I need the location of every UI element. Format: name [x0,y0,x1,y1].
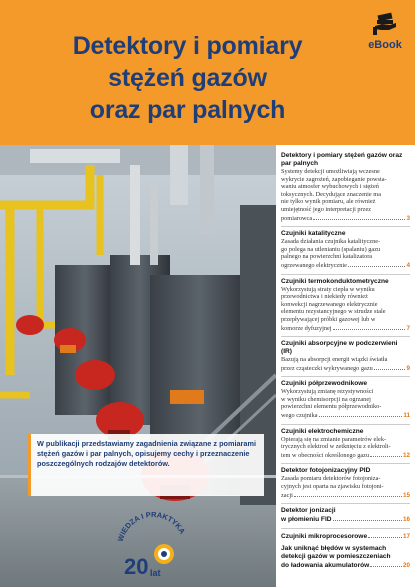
toc-entry[interactable] [281,340,410,372]
ebook-badge [362,12,408,52]
toc-desc-line: Systemy detekcji umożliwiają wczesne [281,168,380,175]
toc-desc-line: tem w obecności określonego gazu [281,451,370,459]
toc-entry[interactable] [281,532,410,541]
cover-title [20,30,355,126]
toc-desc-line: Wykorzystują zmianę rezystywności [281,388,374,396]
toc-desc-line: cyjnych jest oparta na zjawisku fotojoni- [281,483,384,491]
toc-entry-title: Czujniki katalityczne [281,230,346,238]
toc-entry-desc [281,388,410,419]
toc-entry-title: w płomieniu FID [281,516,332,524]
intro-caption [28,434,264,496]
toc-desc-line: Opierają się na zmianie parametrów elek- [281,435,387,443]
toc-desc-line: wykrycie zagrożeń, zapobieganie powsta- [281,175,387,183]
toc-leader-line [281,364,410,373]
toc-page-number: 7 [406,324,410,332]
toc-desc-line: konwekcji nagrzewanego elektrycznie [281,300,378,308]
wiedza-i-praktyka-logo [112,512,194,582]
toc-entry-title: Czujniki mikroprocesorowe [281,533,368,541]
toc-desc-line: przepływającej próbki gazowej lub w [281,315,376,323]
toc-entry-desc [281,168,410,222]
toc-leader-line [281,261,410,270]
toc-desc-line: go polega na utlenianiu (spalaniu) gazu [281,245,381,253]
cover-title-line: stężeń gazów [108,64,267,92]
toc-entry[interactable] [281,380,410,419]
toc-entry-title: Detektory i pomiary stężeń gazów oraz par palnych [281,152,403,167]
toc-desc-line: przewodnictwa i niekiedy również [281,293,368,301]
toc-page-number: 15 [402,491,410,499]
toc-leader-line [281,411,410,420]
svg-text:lat: lat [150,568,161,578]
toc-page-number: 3 [406,214,410,222]
toc-page-number: 20 [402,562,410,570]
toc-desc-line: zacji [281,491,293,499]
toc-entry-title: Detektor jonizacji [281,507,336,515]
toc-leader-line [281,324,410,333]
toc-entry-desc [281,238,410,269]
svg-text:WIEDZA I PRAKTYKA: WIEDZA I PRAKTYKA [115,512,188,543]
toc-desc-line: Bazują na absorpcji energii wiązki światła [281,356,388,364]
cover-header [0,0,415,145]
toc-desc-line: pomiarowca [281,214,313,222]
toc-entry-title: do ładowania akumulatorów [281,562,370,570]
toc-leader-line [281,451,410,460]
toc-leader-line [281,214,410,223]
toc-desc-line: przez cząsteczki wykrywanego gazu [281,364,373,372]
toc-entry-desc [281,436,410,460]
toc-leader-line [281,515,410,524]
svg-text:20: 20 [124,554,149,579]
toc-entry-title: Czujniki termokonduktometryczne [281,277,389,285]
toc-entry[interactable] [281,152,410,222]
toc-page-number: 16 [402,516,410,524]
toc-desc-line: elementu rezystancyjnego w strudze stale [281,308,386,316]
table-of-contents [276,145,415,587]
toc-desc-line: umiejętność jego interpretacji przez [281,205,372,213]
toc-entry-title: Jak uniknąć błędów w systemach detekcji gazów w pomieszczeniach [281,545,391,561]
toc-entry-desc [281,475,410,499]
cover-title-line: Detektory i pomiary [72,32,303,60]
toc-entry-title: Detektor fotojonizacyjny PID [281,467,371,475]
toc-entry-desc [281,356,410,372]
toc-desc-line: trycznych elektrod w zetknięciu z elektroli- [281,443,391,451]
toc-desc-line: waniu atmosfer wybuchowych i stężeń [281,183,379,191]
toc-entry-desc [281,286,410,333]
toc-desc-line: palnego na powierzchni katalizatora [281,253,373,261]
toc-desc-line: w wyniku chemisorpcji na ogrzanej [281,395,371,403]
toc-page-number: 12 [402,451,410,459]
toc-leader-line [281,532,410,541]
toc-entry-title: Czujniki absorpcyjne w podczerwieni (IR) [281,340,398,356]
toc-entry-title: Czujniki elektrochemiczne [281,427,364,435]
toc-desc-line: Zasada działania czujnika katalityczne- [281,238,381,246]
toc-entry[interactable] [281,467,410,499]
toc-page-number: 11 [403,412,410,420]
toc-desc-line: Wykorzystują straty ciepła w wyniku [281,285,375,293]
toc-desc-line: Zasada pomiaru detektorów fotojoniza- [281,475,381,483]
toc-entry[interactable] [281,278,410,333]
toc-page-number: 17 [402,533,410,541]
toc-desc-line: toksycznych. Decydujące znaczenie ma [281,190,381,198]
toc-entry[interactable] [281,230,410,269]
toc-desc-line: wego czujnika [281,412,318,420]
toc-entry[interactable] [281,507,410,524]
toc-desc-line: komorze dyfuzyjnej [281,324,332,332]
toc-entry-title: Czujniki półprzewodnikowe [281,380,368,388]
book-hand-icon [372,12,398,36]
intro-caption-text: W publikacji przedstawiamy zagadnienia związane z pomiarami stężeń gazów i par palnych, opisujemy cechy i przeznaczenie poszczególnych rodzajów detektorów. [37,439,256,468]
toc-entry[interactable] [281,545,410,570]
cover-title-line: oraz par palnych [89,96,286,124]
ebook-label: eBook [368,39,402,51]
toc-entry[interactable] [281,428,410,460]
toc-desc-line: powierzchni elementu półprzewodniko- [281,403,382,411]
toc-page-number: 4 [406,261,410,269]
toc-leader-line [281,491,410,500]
toc-page-number: 9 [406,364,410,372]
toc-desc-line: ogrzewanego elektrycznie [281,261,347,269]
toc-desc-line: nie tylko wynik pomiaru, ale również [281,198,376,206]
toc-leader-line [281,561,410,570]
